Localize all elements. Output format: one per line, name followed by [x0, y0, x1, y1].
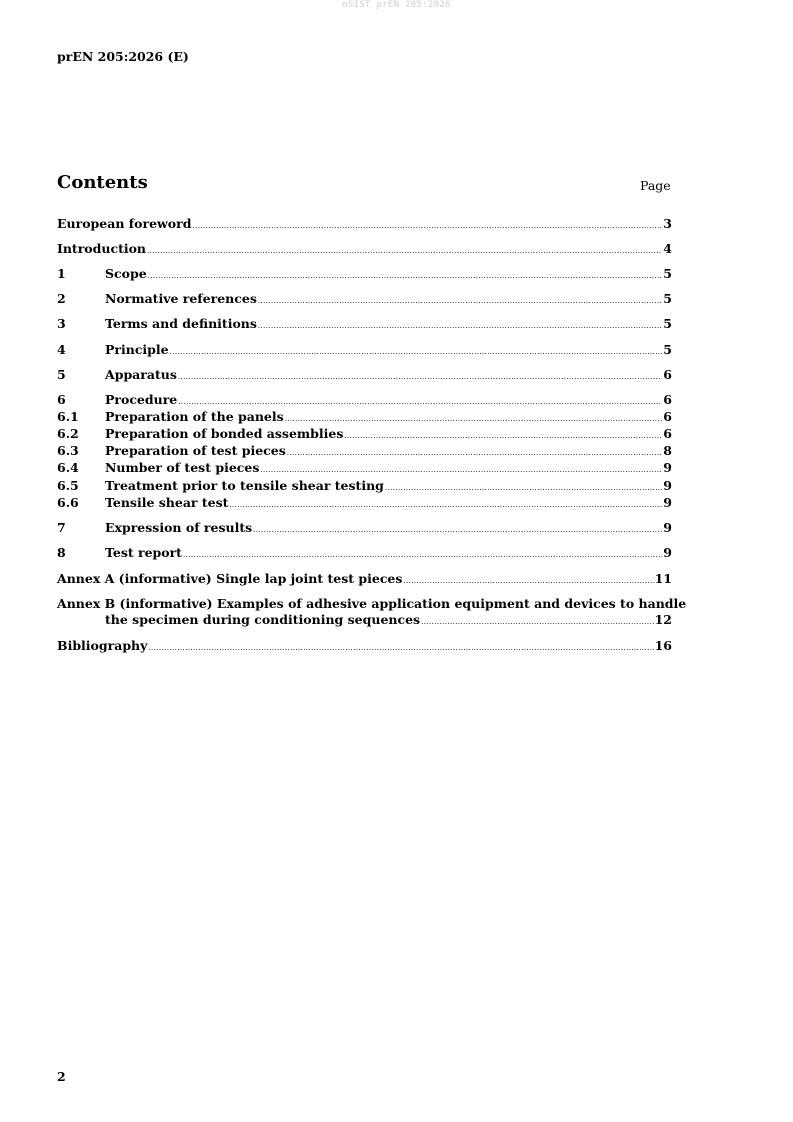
toc-entry-title: Bibliography	[57, 638, 148, 653]
page-number: 2	[57, 1069, 66, 1084]
toc-entry-number: 6.6	[57, 495, 79, 510]
toc-entry-title: Preparation of the panels	[105, 409, 284, 424]
toc-entry-number: 6.2	[57, 426, 79, 441]
toc-leader-dots	[258, 318, 662, 334]
toc-entry-title: Tensile shear test	[105, 495, 229, 510]
toc-entry-principle[interactable]	[57, 342, 672, 360]
toc-entry-bibliography[interactable]	[57, 638, 672, 656]
toc-leader-dots	[148, 640, 653, 656]
toc-entry-title: Number of test pieces	[105, 460, 260, 475]
toc-entry-test-report[interactable]	[57, 545, 672, 563]
toc-entry-page: 5	[663, 316, 672, 331]
toc-entry-number: 1	[57, 266, 66, 281]
toc-leader-dots	[178, 369, 662, 385]
toc-entry-number: 5	[57, 367, 66, 382]
toc-entry-european-foreword[interactable]	[57, 216, 672, 234]
toc-entry-title: Principle	[105, 342, 169, 357]
toc-leader-dots	[178, 394, 662, 410]
toc-entry-title: Apparatus	[105, 367, 177, 382]
toc-entry-preparation-of-bonded-assemblies[interactable]	[57, 426, 672, 444]
toc-entry-title: Procedure	[105, 392, 178, 407]
toc-entry-terms-and-definitions[interactable]	[57, 316, 672, 334]
toc-entry-page: 6	[663, 426, 672, 441]
toc-entry-number: 2	[57, 291, 66, 306]
toc-entry-number-of-test-pieces[interactable]	[57, 460, 672, 478]
toc-entry-number: 6.5	[57, 478, 79, 493]
toc-entry-number: 4	[57, 342, 66, 357]
toc-entry-number: 7	[57, 520, 66, 535]
toc-leader-dots	[147, 243, 662, 259]
toc-leader-dots	[260, 462, 662, 478]
toc-entry-number: 6.4	[57, 460, 79, 475]
toc-entry-page: 9	[663, 495, 672, 510]
toc-leader-dots	[170, 344, 663, 360]
toc-entry-page: 12	[654, 612, 672, 627]
toc-entry-introduction[interactable]	[57, 241, 672, 259]
toc-entry-page: 6	[663, 409, 672, 424]
toc-entry-normative-references[interactable]	[57, 291, 672, 309]
toc-entry-page: 3	[663, 216, 672, 231]
toc-leader-dots	[183, 547, 662, 563]
toc-entry-page: 9	[663, 478, 672, 493]
toc-entry-apparatus[interactable]	[57, 367, 672, 385]
toc-leader-dots	[192, 218, 662, 234]
toc-entry-page: 5	[663, 291, 672, 306]
toc-entry-preparation-of-panels[interactable]	[57, 409, 672, 427]
toc-entry-page: 5	[663, 342, 672, 357]
toc-entry-title: European foreword	[57, 216, 192, 231]
toc-leader-dots	[253, 522, 662, 538]
toc-entry-number: 6.1	[57, 409, 79, 424]
toc-entry-procedure[interactable]	[57, 392, 672, 410]
toc-entry-number: 6	[57, 392, 66, 407]
toc-entry-page: 5	[663, 266, 672, 281]
toc-leader-dots	[285, 411, 663, 427]
toc-entry-title: Introduction	[57, 241, 147, 256]
toc-entry-preparation-of-test-pieces[interactable]	[57, 443, 672, 461]
toc-entry-title: Test report	[105, 545, 182, 560]
document-id: prEN 205:2026 (E)	[57, 49, 189, 64]
toc-entry-scope[interactable]	[57, 266, 672, 284]
watermark: oSIST prEN 205:2026	[342, 0, 451, 10]
toc-entry-title: Normative references	[105, 291, 257, 306]
toc-entry-expression-of-results[interactable]	[57, 520, 672, 538]
toc-entry-page: 11	[654, 571, 672, 586]
toc-entry-number: 8	[57, 545, 66, 560]
toc-entry-number: 3	[57, 316, 66, 331]
toc-entry-title-continued: the specimen during conditioning sequences	[105, 612, 421, 627]
page-column-label: Page	[640, 178, 671, 193]
toc-entry-title: Scope	[105, 266, 147, 281]
toc-entry-page: 16	[654, 638, 672, 653]
toc-entry-page: 9	[663, 460, 672, 475]
toc-entry-annex-a[interactable]	[57, 571, 672, 589]
toc-entry-number: 6.3	[57, 443, 79, 458]
toc-entry-title: Annex B (informative) Examples of adhesive application equipment and devices to handle	[57, 596, 687, 611]
toc-entry-title: Preparation of bonded assemblies	[105, 426, 344, 441]
toc-entry-title: Annex A (informative) Single lap joint test pieces	[57, 571, 403, 586]
toc-leader-dots	[403, 573, 653, 589]
toc-leader-dots	[421, 614, 654, 630]
toc-entry-page: 9	[663, 545, 672, 560]
toc-entry-title: Preparation of test pieces	[105, 443, 286, 458]
toc-entry-page: 8	[663, 443, 672, 458]
toc-leader-dots	[344, 428, 662, 444]
toc-entry-title: Expression of results	[105, 520, 253, 535]
toc-entry-page: 6	[663, 367, 672, 382]
toc-leader-dots	[385, 480, 662, 496]
toc-entry-page: 6	[663, 392, 672, 407]
toc-entry-page: 4	[663, 241, 672, 256]
toc-leader-dots	[287, 445, 663, 461]
toc-entry-title: Terms and definitions	[105, 316, 257, 331]
toc-entry-title: Treatment prior to tensile shear testing	[105, 478, 384, 493]
toc-leader-dots	[258, 293, 662, 309]
toc-entry-page: 9	[663, 520, 672, 535]
toc-leader-dots	[148, 268, 663, 284]
toc-leader-dots	[229, 497, 662, 513]
toc-entry-tensile-shear-test[interactable]	[57, 495, 672, 513]
toc-entry-treatment-prior-to-testing[interactable]	[57, 478, 672, 496]
contents-heading: Contents	[57, 172, 148, 193]
toc-entry-annex-b[interactable]	[57, 596, 687, 630]
